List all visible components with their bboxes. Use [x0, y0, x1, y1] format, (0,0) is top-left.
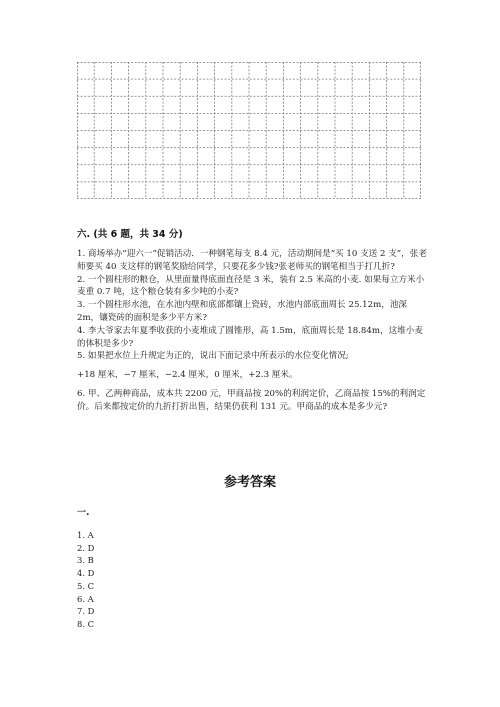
answer-item: 5. C: [77, 580, 95, 591]
question-list: [77, 248, 427, 414]
answer-part-heading: 一.: [77, 508, 90, 518]
answer-item: 4. D: [77, 568, 95, 579]
answer-key-title: 参考答案: [223, 475, 276, 490]
answer-item: 3. B: [77, 555, 94, 566]
question-4: 4. 李大爷家去年夏季收获的小麦堆成了圆锥形，高 1.5m，底面周长是 18.84m，这堆小麦的体积是多少?: [77, 325, 423, 349]
writing-grid: [77, 62, 421, 199]
section-title: 六. (共 6 题，共 34 分): [77, 229, 183, 240]
water-level-records: +18 厘米，−7 厘米，−2.4 厘米，0 厘米，+2.3 厘米。: [77, 370, 298, 381]
answer-item: 6. A: [77, 593, 94, 604]
answer-item: 8. C: [77, 618, 95, 629]
question-6: 6. 甲、乙两种商品，成本共 2200 元，甲商品按 20%的利润定价，乙商品按 15%的利润定价。后来都按定价的九折打折出售，结果仍获利 131 元。甲商品的成本是多少元?: [77, 388, 426, 412]
answer-list: [77, 529, 94, 631]
answer-item: 1. A: [77, 530, 94, 540]
question-2: 2. 一个圆柱形的粮仓，从里面量得底面直径是 3 米，装有 2.5 米高的小麦. 如果每立方米小麦重 0.7 吨，这个粮仓装有多少吨的小麦?: [77, 274, 425, 298]
answer-item: 7. D: [77, 606, 95, 617]
answer-item: 2. D: [77, 542, 95, 553]
question-3: 3. 一个圆柱形水池，在水池内壁和底部都镶上瓷砖，水池内部底面周长 25.12m，池深 2m，镶瓷砖的面积是多少平方米?: [77, 300, 408, 323]
question-5: 5. 如果把水位上升规定为正的，说出下面记录中所表示的水位变化情况;: [77, 351, 349, 362]
question-1: 1. 商场举办“迎六一”促销活动．一种钢笔每支 8.4 元，活动期间是“买 10 支送 2 支”，张老师要买 40 支这样的钢笔奖励给同学，只要花多少钱?张老师买的钢笔相当于打几折?: [77, 249, 427, 272]
